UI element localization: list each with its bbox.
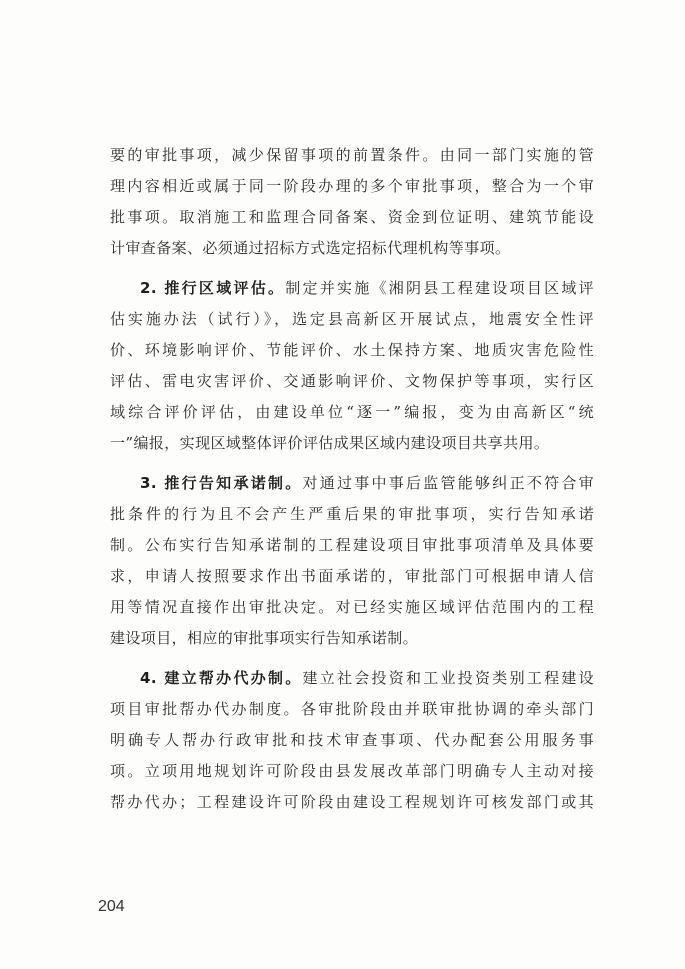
- text-line: 评估、雷电灾害评价、交通影响评价、文物保护等事项，实行区: [110, 372, 594, 390]
- text-line: 制。公布实行告知承诺制的工程建设项目审批事项清单及具体要: [110, 536, 594, 554]
- text-line: 域综合评价评估，由建设单位“逐一”编报，变为由高新区“统: [110, 403, 594, 421]
- text-line: [110, 468, 594, 499]
- paragraph-4: [110, 663, 594, 818]
- text-line: 项目审批帮办代办制度。各审批阶段由并联审批协调的牵头部门: [110, 700, 594, 718]
- text-line: [110, 663, 594, 694]
- text-line-rest: 建立社会投资和工业投资类别工程建设: [302, 669, 594, 687]
- text-line: 理内容相近或属于同一阶段办理的多个审批事项，整合为一个审: [110, 177, 594, 195]
- body-text: [110, 140, 594, 818]
- paragraph-2: [110, 273, 594, 459]
- text-line: 明确专人帮办行政审批和技术审查事项、代办配套公用服务事: [110, 731, 594, 749]
- section-heading: 3. 推行告知承诺制。: [140, 474, 303, 492]
- text-line: 估实施办法（试行）》，选定县高新区开展试点，地震安全性评: [110, 310, 594, 328]
- paragraph-3: [110, 468, 594, 654]
- text-line: 求，申请人按照要求作出书面承诺的，审批部门可根据申请人信: [110, 567, 594, 585]
- text-line: [110, 273, 594, 304]
- text-line: 一”编报，实现区域整体评价评估成果区域内建设项目共享共用。: [110, 434, 550, 452]
- paragraph-1: [110, 140, 594, 264]
- section-heading: 4. 建立帮办代办制。: [140, 669, 303, 687]
- text-line: 用等情况直接作出审批决定。对已经实施区域评估范围内的工程: [110, 598, 594, 616]
- text-line: 项。立项用地规划许可阶段由县发展改革部门明确专人主动对接: [110, 762, 594, 780]
- section-heading: 2. 推行区域评估。: [140, 279, 286, 297]
- text-line-rest: 对通过事中事后监管能够纠正不符合审: [302, 474, 594, 492]
- page-number: 204: [98, 898, 125, 915]
- text-line: 要的审批事项，减少保留事项的前置条件。由同一部门实施的管: [110, 146, 594, 164]
- text-line: 建设项目，相应的审批事项实行告知承诺制。: [110, 629, 419, 647]
- text-line: 价、环境影响评价、节能评价、水土保持方案、地质灾害危险性: [110, 341, 594, 359]
- text-line: 批事项。取消施工和监理合同备案、资金到位证明、建筑节能设: [110, 208, 594, 226]
- text-line: 帮办代办；工程建设许可阶段由建设工程规划许可核发部门或其: [110, 793, 594, 811]
- text-line: 批条件的行为且不会产生严重后果的审批事项，实行告知承诺: [110, 505, 594, 523]
- text-line: 计审查备案、必须通过招标方式选定招标代理机构等事项。: [110, 239, 511, 257]
- text-line-rest: 制定并实施《湘阴县工程建设项目区域评: [285, 279, 594, 297]
